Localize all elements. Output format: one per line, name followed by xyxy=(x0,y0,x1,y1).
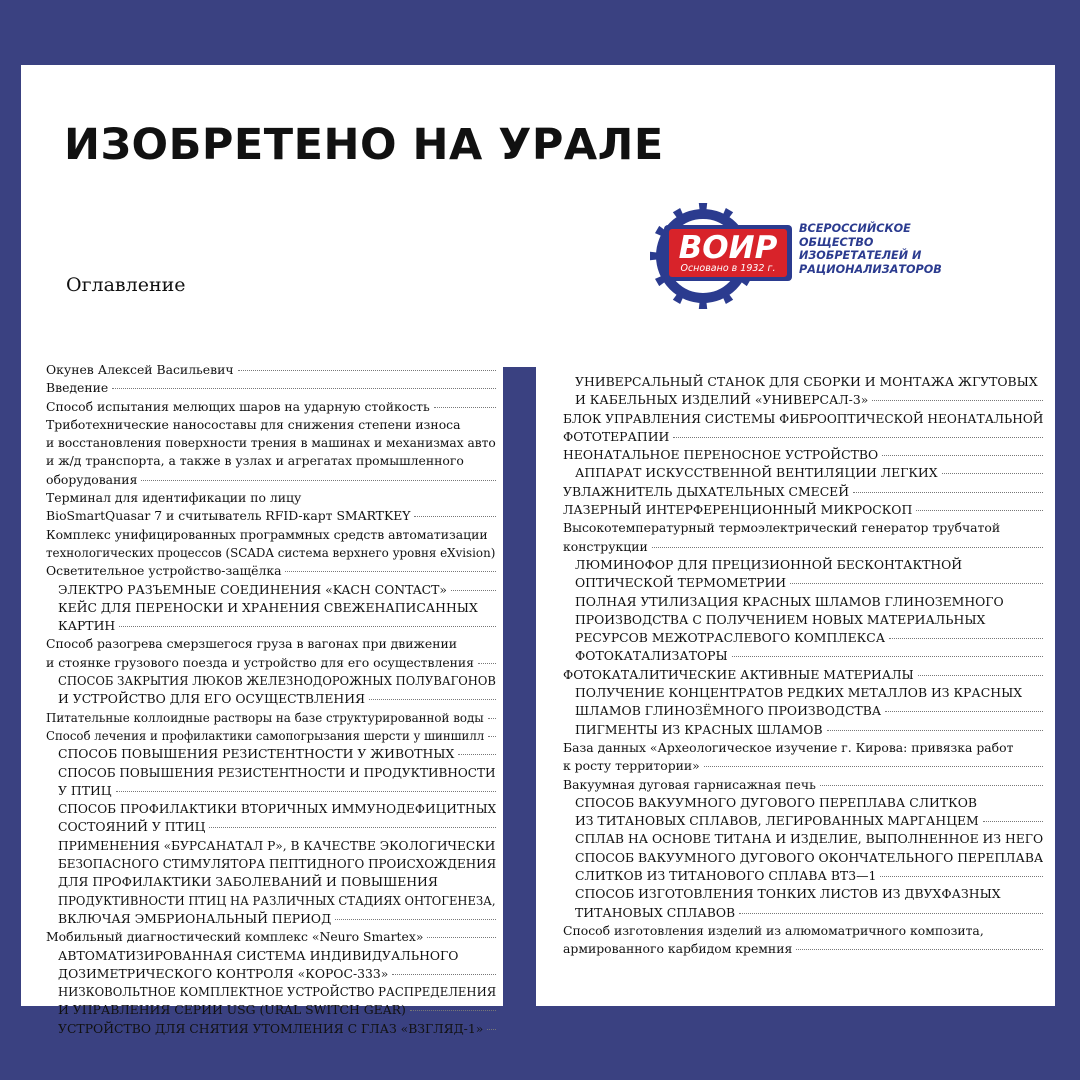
toc-entry-text: УНИВЕРСАЛЬНЫЙ СТАНОК ДЛЯ СБОРКИ И МОНТАЖА ЖГУТОВЫХ xyxy=(575,374,1038,389)
dot-leader xyxy=(427,937,496,938)
toc-entry xyxy=(46,581,496,599)
toc-entry xyxy=(563,410,1043,428)
toc-entry xyxy=(563,922,1043,940)
toc-entry-text: ПРИМЕНЕНИЯ «БУРСАНАТАЛ Р», В КАЧЕСТВЕ ЭКОЛОГИЧЕСКИ xyxy=(58,837,496,853)
dot-leader xyxy=(885,711,1043,712)
toc-entry-text: Терминал для идентификации по лицу xyxy=(46,490,302,506)
toc-entry-text: ФОТОТЕРАПИИ xyxy=(563,428,670,444)
toc-entry xyxy=(46,690,496,708)
toc-entry xyxy=(563,776,1043,794)
toc-entry-text: к росту территории» xyxy=(563,758,700,774)
toc-entry xyxy=(563,446,1043,464)
toc-entry-text: армированного карбидом кремния xyxy=(563,941,793,957)
toc-entry-text: BioSmartQuasar 7 и считыватель RFID-карт SMARTKEY xyxy=(46,508,411,524)
toc-entry xyxy=(563,794,1043,812)
toc-entry-text: ПИГМЕНТЫ ИЗ КРАСНЫХ ШЛАМОВ xyxy=(575,721,823,737)
dot-leader xyxy=(410,1010,496,1011)
toc-entry xyxy=(563,501,1043,519)
toc-entry-text: ДОЗИМЕТРИЧЕСКОГО КОНТРОЛЯ «КОРОС-333» xyxy=(58,965,389,981)
logo-line: ВСЕРОССИЙСКОЕ xyxy=(799,222,911,235)
dot-leader xyxy=(116,791,496,792)
toc-entry-text: ШЛАМОВ ГЛИНОЗЁМНОГО ПРОИЗВОДСТВА xyxy=(575,703,882,719)
toc-entry-text: АППАРАТ ИСКУССТВЕННОЙ ВЕНТИЛЯЦИИ ЛЕГКИХ xyxy=(575,465,938,481)
toc-entry xyxy=(563,556,1043,574)
dot-leader xyxy=(732,656,1043,657)
toc-entry-text: Вакуумная дуговая гарнисажная печь xyxy=(563,776,816,792)
toc-entry-text: ПРОДУКТИВНОСТИ ПТИЦ НА РАЗЛИЧНЫХ СТАДИЯХ ОНТОГЕНЕЗА, xyxy=(58,892,496,908)
toc-entry xyxy=(46,928,496,946)
dot-leader xyxy=(414,516,496,517)
toc-entry-text: АВТОМАТИЗИРОВАННАЯ СИСТЕМА ИНДИВИДУАЛЬНОГО xyxy=(58,947,459,963)
toc-entry-text: БЕЗОПАСНОГО СТИМУЛЯТОРА ПЕПТИДНОГО ПРОИСХОЖДЕНИЯ xyxy=(58,856,496,872)
toc-entry-text: Питательные коллоидные растворы на базе структурированной воды xyxy=(46,709,484,725)
toc-entry xyxy=(46,526,496,544)
toc-entry xyxy=(563,830,1043,848)
toc-list-right xyxy=(563,373,1043,959)
dot-leader xyxy=(889,638,1043,639)
toc-entry-text: СПОСОБ ПОВЫШЕНИЯ РЕЗИСТЕНТНОСТИ И ПРОДУКТИВНОСТИ xyxy=(58,764,496,780)
dot-leader xyxy=(488,718,496,719)
dot-leader xyxy=(335,919,496,920)
toc-entry xyxy=(46,873,496,891)
toc-entry xyxy=(46,507,496,525)
toc-entry-text: ЛЮМИНОФОР ДЛЯ ПРЕЦИЗИОННОЙ БЕСКОНТАКТНОЙ xyxy=(575,556,963,572)
toc-entry-text: РЕСУРСОВ МЕЖОТРАСЛЕВОГО КОМПЛЕКСА xyxy=(575,630,886,646)
toc-entry-text: НИЗКОВОЛЬТНОЕ КОМПЛЕКТНОЕ УСТРОЙСТВО РАСПРЕДЕЛЕНИЯ xyxy=(58,984,496,1000)
toc-entry xyxy=(46,434,496,452)
toc-entry-text: И КАБЕЛЬНЫХ ИЗДЕЛИЙ «УНИВЕРСАЛ-3» xyxy=(575,392,869,408)
toc-entry-text: Введение xyxy=(46,380,109,396)
toc-entry-text: и стоянке грузового поезда и устройство для его осуществления xyxy=(46,654,474,670)
dot-leader xyxy=(827,730,1043,731)
dot-leader xyxy=(790,583,1043,584)
toc-entry xyxy=(46,398,496,416)
dot-leader xyxy=(141,480,496,481)
toc-entry-text: УСТРОЙСТВО ДЛЯ СНЯТИЯ УТОМЛЕНИЯ С ГЛАЗ «ВЗГЛЯД-1» xyxy=(58,1020,484,1036)
toc-entry xyxy=(563,812,1043,830)
logo-line: ОБЩЕСТВО xyxy=(799,235,874,249)
dot-leader xyxy=(739,913,1043,914)
toc-entry xyxy=(563,593,1043,611)
toc-entry-text: Осветительное устройство-защёлка xyxy=(46,563,282,579)
toc-entry-text: ПРОИЗВОДСТВА С ПОЛУЧЕНИЕМ НОВЫХ МАТЕРИАЛЬНЫХ xyxy=(575,611,986,627)
toc-entry-text: ИЗ ТИТАНОВЫХ СПЛАВОВ, ЛЕГИРОВАННЫХ МАРГАНЦЕМ xyxy=(575,813,979,829)
dot-leader xyxy=(918,675,1043,676)
toc-entry xyxy=(563,519,1043,537)
toc-entry xyxy=(46,379,496,397)
toc-entry xyxy=(46,837,496,855)
toc-entry-text: СПЛАВ НА ОСНОВЕ ТИТАНА И ИЗДЕЛИЕ, ВЫПОЛНЕННОЕ ИЗ НЕГО xyxy=(575,831,1043,847)
toc-entry-text: Триботехнические наносоставы для снижения степени износа xyxy=(46,416,461,432)
toc-entry-text: Способ лечения и профилактики самопогрызания шерсти у шиншилл xyxy=(46,727,485,743)
dot-leader xyxy=(652,547,1043,548)
toc-entry-text: УВЛАЖНИТЕЛЬ ДЫХАТЕЛЬНЫХ СМЕСЕЙ xyxy=(563,483,850,499)
toc-entry-text: НЕОНАТАЛЬНОЕ ПЕРЕНОСНОЕ УСТРОЙСТВО xyxy=(563,447,879,463)
toc-entry-text: конструкции xyxy=(563,538,648,554)
toc-entry xyxy=(46,983,496,1001)
toc-entry-text: ПОЛНАЯ УТИЛИЗАЦИЯ КРАСНЫХ ШЛАМОВ ГЛИНОЗЕМНОГО xyxy=(575,593,1004,609)
dot-leader xyxy=(704,766,1043,767)
dot-leader xyxy=(209,827,496,828)
dot-leader xyxy=(451,590,496,591)
toc-entry xyxy=(46,617,496,635)
toc-entry xyxy=(46,1020,496,1038)
toc-entry xyxy=(563,574,1043,592)
toc-entry xyxy=(46,910,496,928)
toc-entry xyxy=(563,373,1043,391)
gear-logo-icon xyxy=(646,201,796,311)
dot-leader xyxy=(983,821,1043,822)
toc-entry-text: СЛИТКОВ ИЗ ТИТАНОВОГО СПЛАВА ВТ3—1 xyxy=(575,868,877,884)
toc-entry xyxy=(563,849,1043,867)
toc-entry xyxy=(563,629,1043,647)
logo-org-name xyxy=(799,222,942,276)
toc-entry-text: И УСТРОЙСТВО ДЛЯ ЕГО ОСУЩЕСТВЛЕНИЯ xyxy=(58,691,366,707)
toc-entry xyxy=(46,764,496,782)
page-title: ИЗОБРЕТЕНО НА УРАЛЕ xyxy=(64,120,664,170)
dot-leader xyxy=(478,663,496,664)
toc-entry xyxy=(563,757,1043,775)
toc-entry xyxy=(46,452,496,470)
toc-entry xyxy=(563,483,1043,501)
toc-entry xyxy=(46,818,496,836)
toc-entry xyxy=(46,727,496,745)
toc-list-left xyxy=(46,361,496,1038)
toc-entry-text: СПОСОБ ПРОФИЛАКТИКИ ВТОРИЧНЫХ ИММУНОДЕФИЦИТНЫХ xyxy=(58,801,496,817)
toc-entry-text: Способ испытания мелющих шаров на ударную стойкость xyxy=(46,398,430,414)
toc-entry xyxy=(563,684,1043,702)
toc-entry-text: и восстановления поверхности трения в машинах и механизмах авто xyxy=(46,435,496,451)
toc-entry xyxy=(563,391,1043,409)
toc-entry-text: СПОСОБ ИЗГОТОВЛЕНИЯ ТОНКИХ ЛИСТОВ ИЗ ДВУХФАЗНЫХ xyxy=(575,886,1001,902)
toc-entry-text: ВКЛЮЧАЯ ЭМБРИОНАЛЬНЫЙ ПЕРИОД xyxy=(58,910,332,926)
toc-entry xyxy=(46,635,496,653)
toc-entry xyxy=(46,855,496,873)
toc-entry xyxy=(46,709,496,727)
toc-entry xyxy=(46,892,496,910)
toc-entry xyxy=(563,867,1043,885)
toc-entry xyxy=(563,739,1043,757)
toc-entry-text: оборудования xyxy=(46,471,138,487)
toc-entry xyxy=(46,672,496,690)
dot-leader xyxy=(820,785,1043,786)
toc-entry xyxy=(46,416,496,434)
toc-entry-text: Способ разогрева смерзшегося груза в вагонах при движении xyxy=(46,636,458,652)
logo-line: РАЦИОНАЛИЗАТОРОВ xyxy=(799,262,942,276)
toc-entry xyxy=(46,965,496,983)
dot-leader xyxy=(458,754,496,755)
toc-entry-text: БЛОК УПРАВЛЕНИЯ СИСТЕМЫ ФИБРООПТИЧЕСКОЙ НЕОНАТАЛЬНОЙ xyxy=(563,410,1043,426)
dot-leader xyxy=(488,736,496,737)
toc-entry-text: СОСТОЯНИЙ У ПТИЦ xyxy=(58,819,206,835)
toc-entry-text: ОПТИЧЕСКОЙ ТЕРМОМЕТРИИ xyxy=(575,575,787,591)
toc-entry-text: СПОСОБ ВАКУУМНОГО ДУГОВОГО ОКОНЧАТЕЛЬНОГО ПЕРЕПЛАВА xyxy=(575,849,1043,865)
toc-entry-text: База данных «Археологическое изучение г. Кирова: привязка работ xyxy=(563,739,1014,755)
dot-leader xyxy=(434,407,496,408)
dot-leader xyxy=(392,974,496,975)
dot-leader xyxy=(872,400,1043,401)
toc-heading: Оглавление xyxy=(66,274,186,296)
logo-founded: Основано в 1932 г. xyxy=(680,263,776,274)
toc-entry-text: И УПРАВЛЕНИЯ СЕРИИ USG (URAL SWITCH GEAR) xyxy=(58,1002,406,1018)
toc-entry-text: ЭЛЕКТРО РАЗЪЕМНЫЕ СОЕДИНЕНИЯ «KACH CONTACT» xyxy=(58,581,447,597)
toc-entry-text: ТИТАНОВЫХ СПЛАВОВ xyxy=(575,904,736,920)
toc-entry-text: технологических процессов (SCADA система верхнего уровня eXvision) xyxy=(46,544,496,560)
dot-leader xyxy=(285,571,496,572)
dot-leader xyxy=(119,626,496,627)
toc-entry-text: ДЛЯ ПРОФИЛАКТИКИ ЗАБОЛЕВАНИЙ И ПОВЫШЕНИЯ xyxy=(58,874,438,890)
toc-entry xyxy=(563,885,1043,903)
dot-leader xyxy=(880,876,1043,877)
toc-entry-text: СПОСОБ ЗАКРЫТИЯ ЛЮКОВ ЖЕЛЕЗНОДОРОЖНЫХ ПОЛУВАГОНОВ xyxy=(58,673,496,689)
logo-line: ИЗОБРЕТАТЕЛЕЙ И xyxy=(799,249,922,263)
toc-entry-text: и ж/д транспорта, а также в узлах и агрегатах промышленного xyxy=(46,453,464,469)
dot-leader xyxy=(882,455,1043,456)
toc-entry xyxy=(46,361,496,379)
dot-leader xyxy=(369,699,496,700)
toc-entry xyxy=(563,721,1043,739)
toc-entry xyxy=(563,464,1043,482)
toc-entry xyxy=(46,471,496,489)
dot-leader xyxy=(673,437,1043,438)
toc-entry xyxy=(563,647,1043,665)
dot-leader xyxy=(238,370,496,371)
toc-entry xyxy=(563,428,1043,446)
toc-entry xyxy=(46,544,496,562)
toc-entry xyxy=(563,611,1043,629)
dot-leader xyxy=(853,492,1043,493)
toc-entry-text: Мобильный диагностический комплекс «Neuro Smartex» xyxy=(46,929,424,945)
toc-entry-text: ФОТОКАТАЛИТИЧЕСКИЕ АКТИВНЫЕ МАТЕРИАЛЫ xyxy=(563,666,914,682)
toc-entry xyxy=(46,562,496,580)
toc-entry xyxy=(563,940,1043,958)
toc-entry-text: Окунев Алексей Васильевич xyxy=(46,362,234,377)
toc-entry xyxy=(563,538,1043,556)
dot-leader xyxy=(112,388,496,389)
toc-entry xyxy=(46,489,496,507)
dot-leader xyxy=(916,510,1043,511)
toc-entry xyxy=(46,654,496,672)
voir-logo xyxy=(646,201,946,311)
toc-entry xyxy=(563,904,1043,922)
toc-entry xyxy=(563,666,1043,684)
toc-entry-text: КЕЙС ДЛЯ ПЕРЕНОСКИ И ХРАНЕНИЯ СВЕЖЕНАПИСАННЫХ xyxy=(58,599,478,615)
toc-entry xyxy=(46,800,496,818)
toc-entry-text: ПОЛУЧЕНИЕ КОНЦЕНТРАТОВ РЕДКИХ МЕТАЛЛОВ ИЗ КРАСНЫХ xyxy=(575,685,1023,701)
toc-entry xyxy=(46,1001,496,1019)
toc-entry xyxy=(46,745,496,763)
toc-entry-text: У ПТИЦ xyxy=(58,782,112,798)
toc-entry-text: СПОСОБ ПОВЫШЕНИЯ РЕЗИСТЕНТНОСТИ У ЖИВОТНЫХ xyxy=(58,746,455,762)
toc-entry-text: СПОСОБ ВАКУУМНОГО ДУГОВОГО ПЕРЕПЛАВА СЛИТКОВ xyxy=(575,794,977,810)
toc-entry-text: Высокотемпературный термоэлектрический генератор трубчатой xyxy=(563,520,1001,536)
logo-abbr: ВОИР xyxy=(678,230,778,266)
toc-entry xyxy=(46,599,496,617)
toc-entry xyxy=(46,782,496,800)
toc-entry-text: ЛАЗЕРНЫЙ ИНТЕРФЕРЕНЦИОННЫЙ МИКРОСКОП xyxy=(563,502,913,518)
toc-entry-text: ФОТОКАТАЛИЗАТОРЫ xyxy=(575,648,728,664)
dot-leader xyxy=(796,949,1043,950)
toc-entry-text: КАРТИН xyxy=(58,618,116,634)
toc-entry-text: Комплекс унифицированных программных средств автоматизации xyxy=(46,526,488,542)
dot-leader xyxy=(487,1029,496,1030)
dot-leader xyxy=(942,473,1043,474)
toc-entry xyxy=(46,947,496,965)
toc-entry xyxy=(563,702,1043,720)
toc-entry-text: Способ изготовления изделий из алюмоматричного композита, xyxy=(563,922,984,938)
